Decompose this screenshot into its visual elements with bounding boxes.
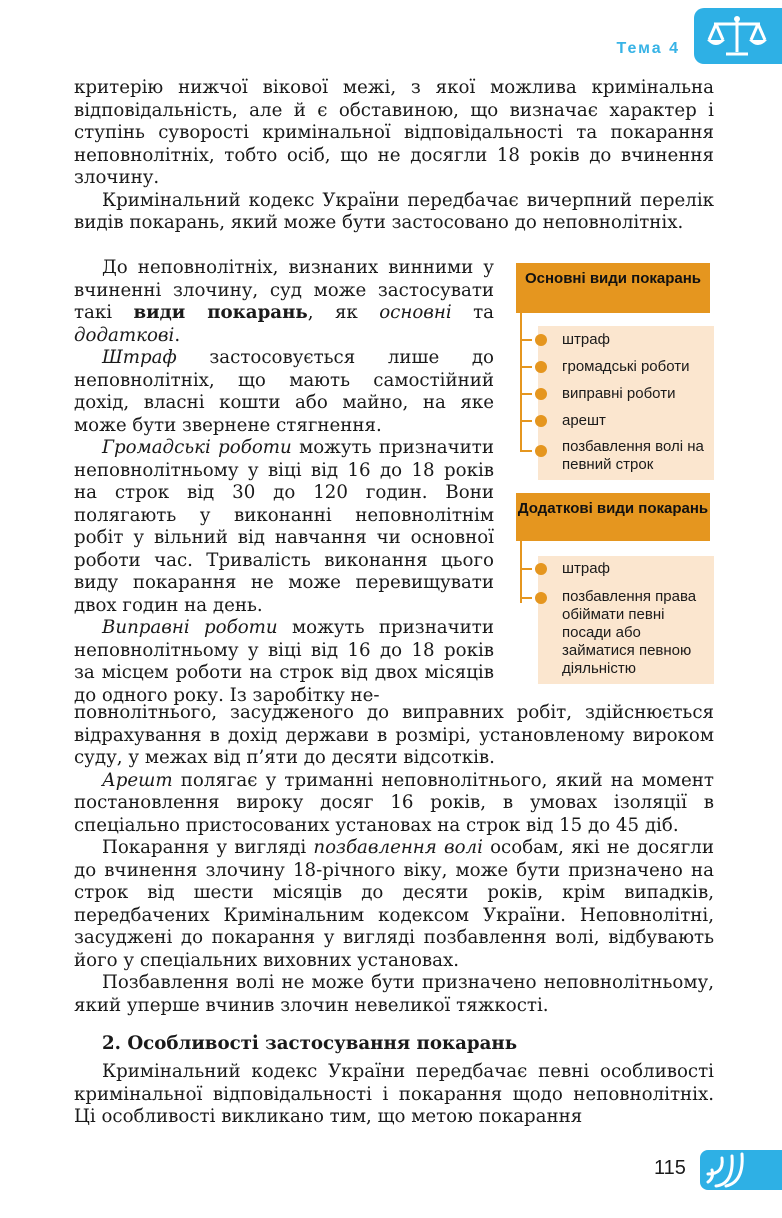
intro-text [74,77,714,235]
topic-label: Тема 4 [616,40,680,57]
main-types-title: Основні види покарань [516,263,710,313]
lower-text [74,702,714,1017]
column-text [74,257,494,707]
section-text [74,1061,714,1129]
scales-icon [704,14,770,60]
paragraph-arrest: Арешт полягає у триманні неповнолітнього, який на момент постановлення вироку досяг 16 років, в умовах ізоляції в спеціально пристосованих установах на строк від 15 до 45 діб. [74,769,714,836]
paragraph-fine: Штраф застосовується лише до неповнолітніх, що мають самостійний дохід, власні кошти або майно, на яке може бути звернене стягнення. [74,347,494,436]
footer-badge [700,1150,782,1190]
topic-badge [694,8,782,64]
additional-item: позбавлення права обіймати певні посади або займатися певною діяльністю [562,588,697,677]
paragraph-2: Кримінальний кодекс України передбачає вичерпний перелік видів покарань, який може бути застосовано до неповнолітніх. [74,189,714,233]
paragraph-section: Кримінальний кодекс України передбачає певні особливості кримінальної відповідальності і покарання щодо неповнолітніх. Ці особливості викликано тим, що метою покарання [74,1061,714,1127]
main-item: позбавлення волі на певний строк [562,438,704,473]
paragraph-imprisonment: Покарання у вигляді позбавлення волі особам, які не досягли до вчинення злочину 18-річного віку, може бути призначено на строк від шести місяців до десяти років, крім випадків, передбачених Кримінальним кодексом України. Неповнолітні, засуджені до покарання у вигляді позбавлення волі, відбувають його у спеціальних виховних установах. [74,837,714,971]
additional-types-title: Додаткові види покарань [516,493,710,541]
paragraph-correctional-work: Виправні роботи можуть призначити неповнолітньому у віці від 16 до 18 років за місцем роботи на строк від двох місяців до одного року. Із заробітку не- [74,617,494,706]
main-item: штраф [562,331,610,348]
paragraph-community-work: Громадські роботи можуть призначити неповнолітньому у віці від 16 до 18 років на строк від 30 до 120 годин. Вони полягають у виконанні неповнолітнім робіт у вільний від навчання чи основної роботи час. Тривалість виконання цього виду покарання не може перевищувати двох годин на день. [74,437,494,616]
additional-item: штраф [562,560,610,577]
page-number: 115 [654,1157,686,1179]
paragraph-imprisonment-limit: Позбавлення волі не може бути призначено неповнолітньому, який уперше вчинив злочин невеликої тяжкості. [74,972,714,1016]
section-heading: 2. Особливості застосування покарань [102,1033,518,1054]
main-item: арешт [562,412,606,429]
main-item: громадські роботи [562,358,690,375]
main-item: виправні роботи [562,385,676,402]
paragraph-correctional-cont: повнолітнього, засудженого до виправних робіт, здійснюється відрахування в дохід держави в розмірі, установленому вироком суду, у межах від п’яти до десяти відсотків. [74,702,714,768]
signal-waves-icon [704,1152,764,1188]
paragraph-1: критерію нижчої вікової межі, з якої можлива кримінальна відповідальність, але й є обставиною, що визначає характер і ступінь суворості кримінальної відповідальності та покарання неповнолітніх, тобто осіб, що не досягли 18 років до вчинення злочину. [74,77,714,188]
paragraph-3: До неповнолітніх, визнаних винними у вчиненні злочину, суд може застосувати такі види покарань, як основні та додаткові. [74,257,494,346]
